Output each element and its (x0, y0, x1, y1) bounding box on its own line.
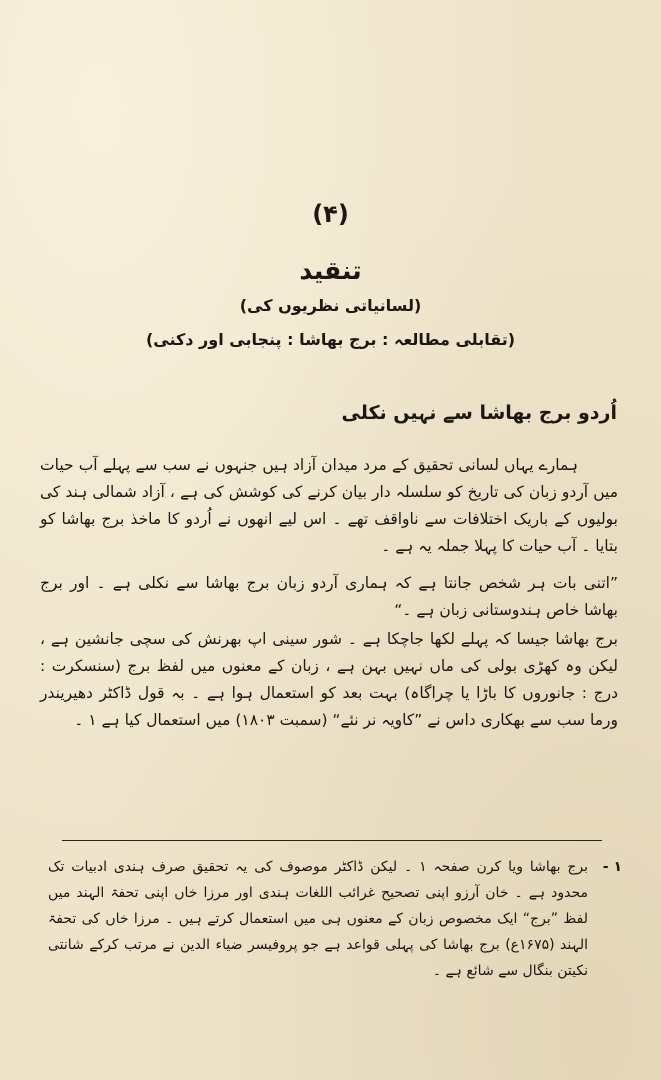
chapter-title: تنقید (299, 256, 362, 285)
footnote-marker: ۱ - (602, 859, 622, 875)
section-heading: اُردو برج بھاشا سے نہیں نکلی (341, 402, 617, 424)
chapter-number: (۴) (312, 200, 349, 228)
body-paragraph-2: برج بھاشا جیسا کہ پہلے لکھا جاچکا ہے ۔ شور سینی اپ بھرنش کی سچی جانشین ہے ، لیکن وہ کھڑی بولی کی ماں نہیں بہن ہے ، زبان کے معنوں میں لفظ برج (سنسکرت : درج : جانوروں کا باڑا یا چراگاہ) بہت بعد کو استعمال ہوا ہے ۔ بہ قول ڈاکٹر دھیریندر ورما سب سے بھکاری داس نے ”کاویہ نر نئے“ (سمبت ۱۸۰۳) میں استعمال کیا ہے ۱ ۔ (40, 630, 618, 729)
body-quote: ”اتنی بات ہر شخص جانتا ہے کہ ہماری آردو زبان برج بھاشا سے نکلی ہے ۔ اور برج بھاشا خاص ہندوستانی زبان ہے ۔“ (40, 574, 618, 619)
footnote-text: برج بھاشا ویا کرن صفحہ ۱ ۔ لیکن ڈاکٹر موصوف کی یہ تحقیق صرف ہندی ادبیات تک محدود ہے ۔ خان آرزو اپنی تصحیح غرائب اللغات ہندی اور مرزا خاں اپنی تحفۃ الہند میں لفظ ”برج“ ایک مخصوص زبان کے معنوں ہی میں استعمال کرتے ہیں ۔ مرزا خاں کی تحفۃ الہند (۱۶۷۵ع) برج بھاشا کی پہلی قواعد ہے جو پروفیسر ضیاء الدین نے مرتب کرکے شانتی نکیتن بنگال سے شائع ہے ۔ (48, 859, 589, 979)
chapter-subtitle: (لسانیاتی نظریوں کی) (239, 296, 422, 315)
footnote-divider (62, 840, 602, 841)
chapter-subtitle-comparative: (تقابلی مطالعہ : برج بھاشا : پنجابی اور دکنی) (145, 330, 516, 349)
body-paragraph-1: ہمارے یہاں لسانی تحقیق کے مرد میدان آزاد ہیں جنہوں نے سب سے پہلے آب حیات میں آردو زبان کی تاریخ کو سلسلہ دار بیان کرنے کی کوشش کی ہے ، آزاد شمالی ہند کی بولیوں کے باریک اختلافات سے ناواقف تھے ۔ اس لیے انھوں نے اُردو کا ماخذ برج بھاشا کو بتایا ۔ آب حیات کا پہلا جملہ یہ ہے ۔ (40, 456, 618, 555)
body-text (40, 452, 618, 734)
footnote (48, 854, 622, 984)
